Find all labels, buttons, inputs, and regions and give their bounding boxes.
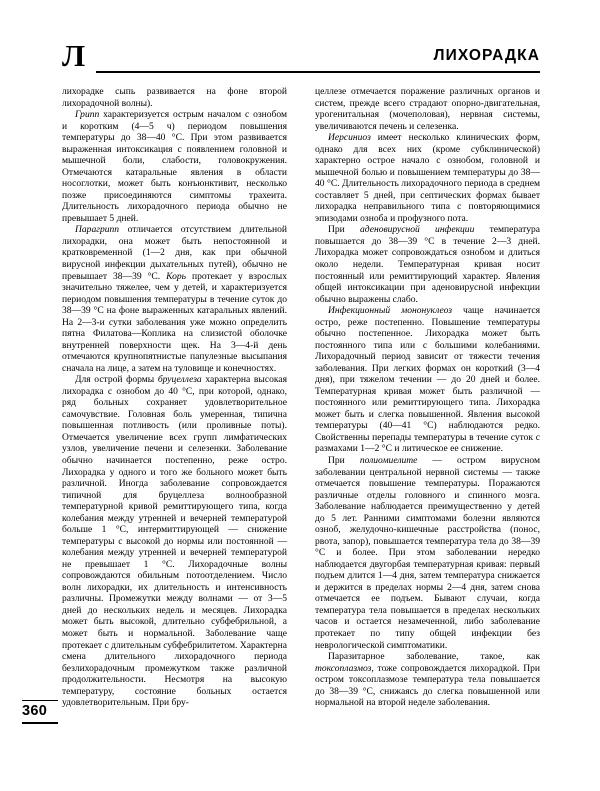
term-italic: Инфекционный мононуклеоз (328, 305, 453, 317)
term-italic: Иерсиниоз (328, 132, 371, 144)
term-italic: аденовирусной инфекции (360, 224, 475, 236)
body-text: характеризуется острым началом с ознобом и коротким (4—5 ч) периодом повышения температуры до 38—40 °С. При этом развивается выраженная интоксикация с появлением головной и мышечной боли, слабости, головокружения. Отмечаются катаральные явления в области носоглотки, может быть конъюнктивит, несколько позже присоединяются симптомы трахеита. Длительность лихорадочного периода обычно не превышает 5 дней. (62, 109, 287, 224)
term-italic: бруцеллеза (157, 374, 202, 386)
body-text: чаще начинается остро, реже постепенно. Повышение температуры обычно постепенное. Лихорадка может быть постоянного типа или с большими колебаниями. Лихорадочный период зависит от тяжести течения заболевания. При легких формах он короткий (3—4 дня), при тяжелом течении — до 20 дней и более. Температурная кривая может быть различной — постоянного или ремиттирующего типа. Лихорадка может быть и слегка повышенной. Явления высокой температуры (40—41 °С) наблюдаются редко. Свойственны перепады температуры в течение суток с размахами 1—2 °С и литическое ее снижение. (315, 305, 541, 455)
section-letter: Л (62, 38, 86, 73)
folio (22, 700, 62, 724)
folio-rule-bottom (22, 722, 58, 723)
paragraph (62, 224, 287, 374)
body-text: — остром вирусном заболевании центральной нервной системы — также отмечается повышение температуры. Поражаются различные отделы головного и спинного мозга. Заболевание наблюдается преимущественно у детей до 5 лет. Ранними симптомами болезни являются озноб, желудочно-кишечные расстройства (понос, рвота, запор), повышается температура тела до 38—39 °С и более. При этом заболевании нередко наблюдается двугорбая температурная кривая: первый подъем длится 1—4 дня, затем температура снижается и держится в пределах нормы 2—4 дня, затем снова отмечается ее подъем. Бывают случаи, когда температура тела повышается в пределах нескольких часов и остается незамеченной, либо заболевание протекает по типу общей инфекции без неврологической симптоматики. (315, 455, 540, 651)
body-text: имеет несколько клинических форм, однако для всех них (кроме субклинической) характерно острое начало с ознобом, головной и мышечной болью и повышением температуры до 38—40 °С. Длительность лихорадочного периода в среднем составляет 5 дней, при септических формах бывает лихорадка неправильного типа с повторяющимися эпизодами озноба и профузного пота. (315, 132, 540, 224)
term-italic: токсоплазмоз (315, 662, 372, 674)
paragraph (315, 224, 540, 305)
paragraph (315, 455, 540, 651)
page-number: 360 (22, 703, 48, 720)
body-columns (62, 86, 540, 746)
paragraph (62, 86, 287, 109)
body-text: Для острой формы (75, 374, 158, 386)
running-head (62, 38, 540, 78)
term-italic: Корь (166, 270, 186, 282)
term-italic: Грипп (75, 109, 100, 121)
body-text: Паразитарное заболевание, такое, как (328, 651, 540, 663)
header-divider (96, 71, 540, 73)
body-text: отличается отсутствием длительной лихорадки, она может быть непостоянной и кратковременной (1—2 дня, как при обычной вирусной инфекции дыхательных путей), обычно не превышает 38—39 °С. (62, 224, 287, 282)
body-text: При (328, 224, 361, 236)
term-italic: полиомиелите (359, 455, 418, 466)
body-text: характерна высокая лихорадка с ознобом до 40 °С, при которой, однако, ряд больных сохраняет удовлетворительное самочувствие. Головная боль умеренная, типична повышенная потливость (или проливные поты). Отмечается увеличение всех групп лимфатических узлов, увеличение печени и селезенки. Заболевание обычно начинается постепенно, реже остро. Лихорадка у одного и того же больного может быть различной. Иногда заболевание сопровождается типичной для бруцеллеза волнообразной температурной кривой ремиттирующего типа, когда колебания между утренней и вечерней температурой больше 1 °С, интермиттирующей — снижение температуры с высокой до нормы или постоянной — колебания между утренней и вечерней температурой не превышает 1 °С. Лихорадочные волны сопровождаются обильным потоотделением. Число волн лихорадки, их длительность и интенсивность различны. Промежутки между волнами — от 3—5 дней до нескольких недель и месяцев. Лихорадка может быть высокой, длительно субфебрильной, а может быть и нормальной. Заболевание чаще протекает с длительным субфебрилитетом. Характерна смена длительного лихорадочного периода безлихорадочным промежутком также различной продолжительности. Несмотря на высокую температуру, состояние больных остается удовлетворительным. При бру- (62, 374, 287, 709)
body-text: , тоже сопровождается лихорадкой. При остром токсоплазмозе температура тела повышается до 38—39 °С, снижаясь до слегка повышенной или нормальной на второй неделе заболевания. (315, 662, 540, 709)
body-text: протекает у взрослых значительно тяжелее, чем у детей, и характеризуется периодом повышения температуры в течение суток до 38—39 °С на фоне выраженных катаральных явлений. На 2—3-и сутки заболевания уже можно определить пятна Филатова—Коплика на слизистой оболочке внутренней поверхности щек. На 3—4-й день отмечаются крупнопятнистые папулезные высыпания сначала на лице, а затем на туловище и конечностях. (62, 270, 287, 374)
body-text: лихорадке сыпь развивается на фоне второй лихорадочной волны). (62, 86, 287, 109)
text-column-left (62, 86, 287, 746)
term-italic: Парагрипп (75, 224, 120, 236)
paragraph (315, 651, 540, 709)
paragraph (62, 374, 287, 708)
paragraph (62, 109, 287, 224)
page-title: ЛИХОРАДКА (433, 47, 540, 64)
body-text: температура повышается до 38—39 °С в течение 2—3 дней. Лихорадка может сопровождаться ознобом и длиться около недели. Температурная кривая носит постоянный или ремиттирующий характер. Явления общей интоксикации при аденовирусной инфекции обычно выражены слабо. (315, 224, 540, 305)
paragraph (315, 86, 540, 132)
paragraph (315, 305, 540, 455)
text-column-right (315, 86, 540, 746)
body-text: При (328, 455, 360, 466)
paragraph (315, 132, 540, 224)
body-text: целлезе отмечается поражение различных органов и систем, прежде всего страдают опорно-двигательная, урогенитальная (мочеполовая), нервная системы, увеличиваются печень и селезенка. (315, 86, 540, 132)
